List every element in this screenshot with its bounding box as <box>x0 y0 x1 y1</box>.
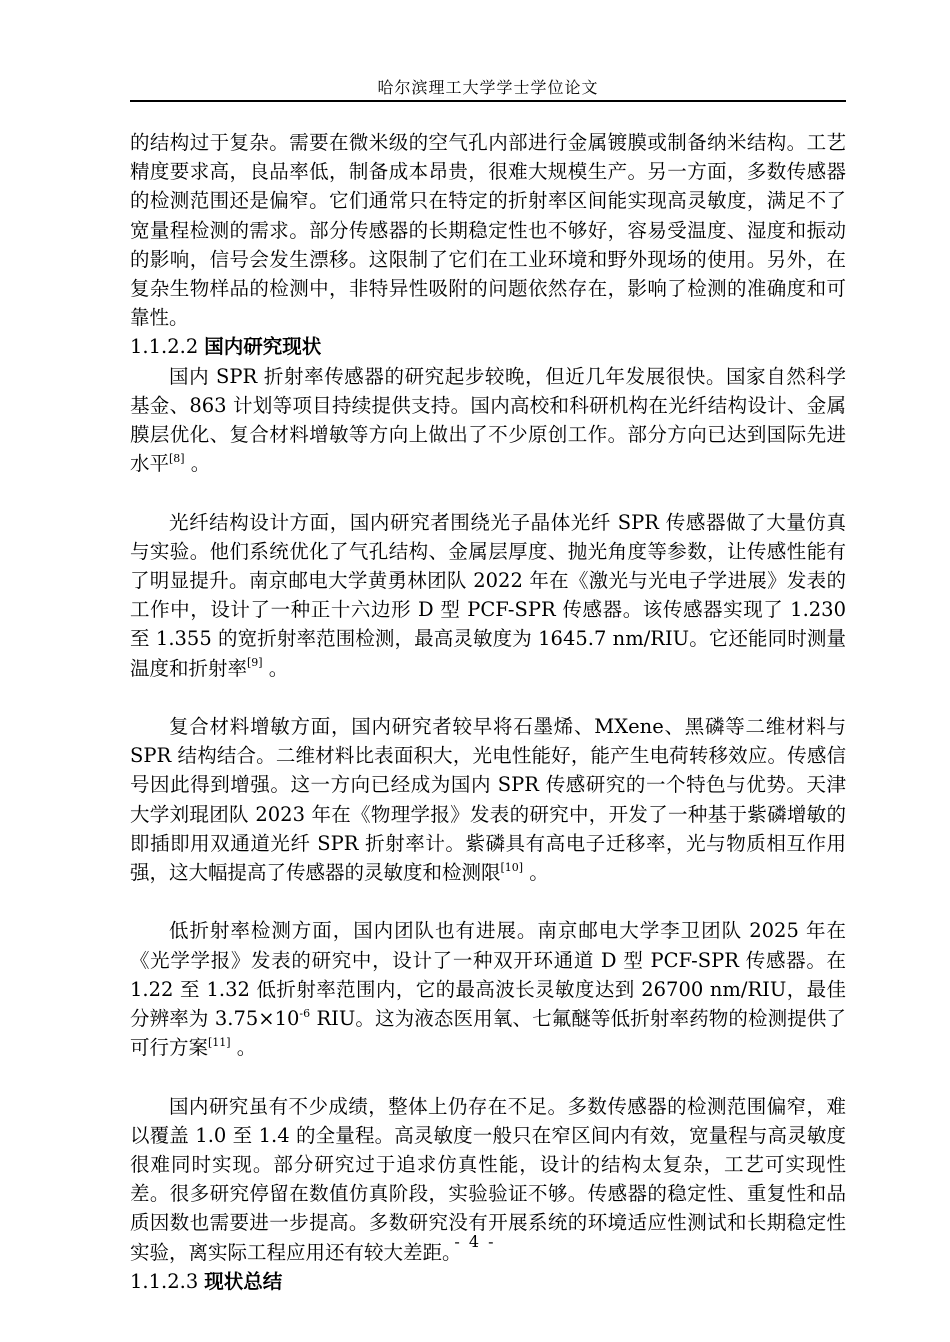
paragraph-overview <box>130 362 846 479</box>
paragraph-text: RIU。这为液态医用氧、七氟醚等低折射率药物的检测提供了可行方案 <box>130 1007 846 1060</box>
citation-ref: [9] <box>247 656 263 670</box>
page-number: - 4 - <box>454 1232 496 1251</box>
citation-ref: [10] <box>500 860 524 874</box>
paragraph-gap <box>130 683 846 712</box>
section-heading-1-1-2-3 <box>130 1267 846 1296</box>
section-heading-1-1-2-2 <box>130 332 846 361</box>
body-text <box>130 128 846 1296</box>
header-rule <box>130 100 846 102</box>
section-number: 1.1.2.3 <box>130 1269 199 1293</box>
section-number: 1.1.2.2 <box>130 335 199 359</box>
paragraph-text: 光纤结构设计方面，国内研究者围绕光子晶体光纤 SPR 传感器做了大量仿真与实验。他们系统优化了气孔结构、金属层厚度、抛光角度等参数，让传感性能有了明显提升。南京邮电大学黄勇林团队 2022 年在《激光与光电子学进展》发表的工作中，设计了一种正十六边形 D 型 PCF-SPR 传感器。该传感器实现了 1.230 至 1.355 的宽折射率范围检测，最高灵敏度为 1645.7 nm/RIU。它还能同时测量温度和折射率 <box>130 510 846 680</box>
exponent: -6 <box>299 1006 311 1020</box>
section-title: 国内研究现状 <box>204 335 322 359</box>
citation-ref: [8] <box>169 451 185 465</box>
paragraph-end: 。 <box>523 861 549 885</box>
citation-ref: [11] <box>208 1035 231 1049</box>
paragraph-fiber-structure <box>130 508 846 683</box>
running-header: 哈尔滨理工大学学士学位论文 <box>377 78 599 97</box>
paragraph-gap <box>130 478 846 507</box>
paragraph-composite-materials <box>130 712 846 887</box>
paragraph-end: 。 <box>262 656 289 680</box>
paragraph-text: 国内 SPR 折射率传感器的研究起步较晚，但近几年发展很快。国家自然科学基金、863 计划等项目持续提供支持。国内高校和科研机构在光纤结构设计、金属膜层优化、复合材料增敏等方向上做出了不少原创工作。部分方向已达到国际先进水平 <box>130 364 846 476</box>
paragraph-low-index <box>130 916 846 1062</box>
paragraph-gap <box>130 1062 846 1091</box>
paragraph-text: 复合材料增敏方面，国内研究者较早将石墨烯、MXene、黑磷等二维材料与 SPR 结构结合。二维材料比表面积大，光电性能好，能产生电荷转移效应。传感信号因此得到增强。这一方向已经成为国内 SPR 传感研究的一个特色与优势。天津大学刘琨团队 2023 年在《物理学报》发表的研究中，开发了一种基于紫磷增敏的即插即用双通道光纤 SPR 折射率计。紫磷具有高电子迁移率，光与物质相互作用强，这大幅提高了传感器的灵敏度和检测限 <box>130 715 846 885</box>
paragraph-shortcomings: 国内研究虽有不少成绩，整体上仍存在不足。多数传感器的检测范围偏窄，难以覆盖 1.0 至 1.4 的全量程。高灵敏度一般只在窄区间内有效，宽量程与高灵敏度很难同时实现。部分研究过于追求仿真性能，设计的结构太复杂，工艺可实现性差。很多研究停留在数值仿真阶段，实验验证不够。传感器的稳定性、重复性和品质因数也需要进一步提高。多数研究没有开展系统的环境适应性测试和长期稳定性实验，离实际工程应用还有较大差距。 <box>130 1094 846 1264</box>
paragraph-gap <box>130 887 846 916</box>
paragraph-end: 。 <box>184 452 211 476</box>
paragraph-continued: 的结构过于复杂。需要在微米级的空气孔内部进行金属镀膜或制备纳米结构。工艺精度要求高，良品率低，制备成本昂贵，很难大规模生产。另一方面，多数传感器的检测范围还是偏窄。它们通常只在特定的折射率区间能实现高灵敏度，满足不了宽量程检测的需求。部分传感器的长期稳定性也不够好，容易受温度、湿度和振动的影响，信号会发生漂移。这限制了它们在工业环境和野外现场的使用。另外，在复杂生物样品的检测中，非特异性吸附的问题依然存在，影响了检测的准确度和可靠性。 <box>130 131 846 330</box>
paragraph-text: 低折射率检测方面，国内团队也有进展。南京邮电大学李卫团队 2025 年在《光学学报》发表的研究中，设计了一种双开环通道 D 型 PCF-SPR 传感器。在 1.22 至 1.32 低折射率范围内，它的最高波长灵敏度达到 26700 nm/RIU，最佳分辨率为 3.75×10 <box>130 919 846 1031</box>
section-title: 现状总结 <box>204 1269 283 1293</box>
paragraph-end: 。 <box>230 1036 257 1060</box>
